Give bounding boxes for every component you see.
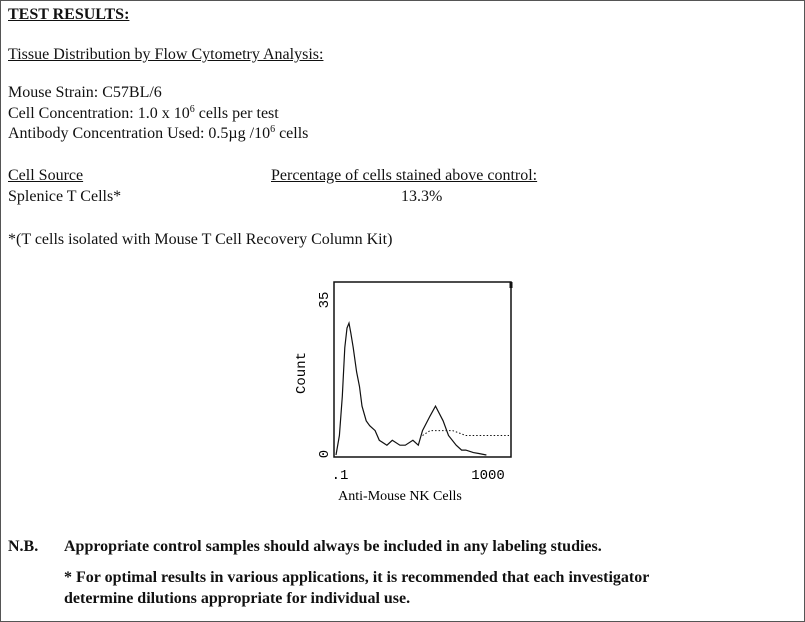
recommendation-line-1: * For optimal results in various applications, it is recommended that each investigator <box>64 569 650 586</box>
series-control-line <box>423 431 510 436</box>
percentage-value: 13.3% <box>401 188 443 205</box>
x-axis-label: Anti-Mouse NK Cells <box>338 489 462 504</box>
col-header-cell-source: Cell Source <box>8 167 84 184</box>
section-heading: Tissue Distribution by Flow Cytometry Analysis: <box>8 46 324 63</box>
flow-histogram <box>290 270 530 510</box>
mouse-strain: Mouse Strain: C57BL/6 <box>8 84 162 101</box>
cell-source-value: Splenice T Cells* <box>8 188 122 205</box>
nb-text: Appropriate control samples should always be included in any labeling studies. <box>64 538 602 555</box>
col-header-percentage: Percentage of cells stained above control: <box>271 167 538 184</box>
footnote: *(T cells isolated with Mouse T Cell Recovery Column Kit) <box>8 231 393 248</box>
y-axis-label: Count <box>294 351 310 395</box>
y-tick-bottom: 0 <box>317 449 333 459</box>
series-stained-line <box>336 323 486 455</box>
nb-label: N.B. <box>8 538 39 555</box>
x-tick-left: .1 <box>331 468 349 484</box>
page-title: TEST RESULTS: <box>8 6 130 23</box>
antibody-concentration: Antibody Concentration Used: 0.5µg $/10^6$ cells <box>8 124 309 142</box>
cell-concentration: Cell Concentration: 1.0 x $10^6$ cells per test <box>8 104 279 122</box>
recommendation-line-2: determine dilutions appropriate for individual use. <box>64 590 411 607</box>
y-tick-top: 35 <box>317 291 333 309</box>
x-tick-right: 1000 <box>471 468 505 484</box>
